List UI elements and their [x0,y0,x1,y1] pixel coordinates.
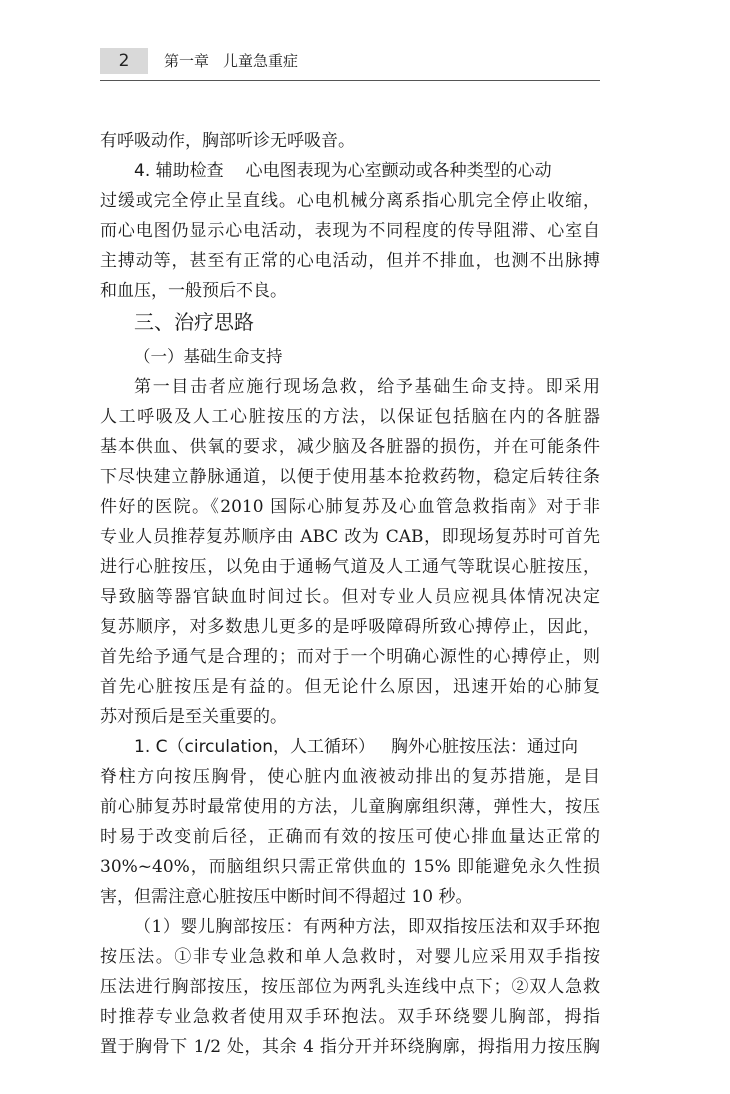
text-line: 30%~40%，而脑组织只需正常供血的 15% 即能避免永久性损 [100,857,600,877]
text-line: 时易于改变前后径，正确而有效的按压可使心排血量达正常的 [100,827,600,847]
chapter-label: 第一章 [164,52,210,70]
text-line: 人工呼吸及人工心脏按压的方法，以保证包括脑在内的各脏器 [100,407,600,427]
text-line: 第一目击者应施行现场急救，给予基础生命支持。即采用 [134,377,600,397]
text-line: 首先心脏按压是有益的。但无论什么原因，迅速开始的心肺复 [100,677,600,697]
text-line: 时推荐专业急救者使用双手环抱法。双手环绕婴儿胸部，拇指 [100,1007,600,1027]
text-line: 按压法。①非专业急救和单人急救时，对婴儿应采用双手指按 [100,947,600,967]
item-label: 4. 辅助检查 [134,161,224,181]
text-line: 首先给予通气是合理的；而对于一个明确心源性的心搏停止，则 [100,647,600,667]
text-line: 苏对预后是至关重要的。 [100,707,287,727]
text-line: 而心电图仍显示心电活动，表现为不同程度的传导阻滞、心室自 [100,221,600,241]
text-line: 进行心脏按压，以免由于通畅气道及人工通气等耽误心脏按压， [100,557,600,577]
text-line: 脊柱方向按压胸骨，使心脏内血液被动排出的复苏措施，是目 [100,767,600,787]
item-label: 1. C（circulation，人工循环） [134,737,376,757]
text-line: 置于胸骨下 1/2 处，其余 4 指分开并环绕胸廓，拇指用力按压胸 [100,1037,600,1057]
chapter-title: 儿童急重症 [223,52,299,70]
running-head [164,49,298,73]
item-text: 心电图表现为心室颤动或各种类型的心动 [245,161,552,181]
section-heading: 三、治疗思路 [134,310,254,334]
page-number: 2 [100,48,148,74]
page-header [100,48,600,84]
text-line: 和血压，一般预后不良。 [100,281,287,301]
text-line: 专业人员推荐复苏顺序由 ABC 改为 CAB，即现场复苏时可首先 [100,527,600,547]
text-line: 件好的医院。《2010 国际心肺复苏及心血管急救指南》对于非 [100,497,600,517]
text-line: 压法进行胸部按压，按压部位为两乳头连线中点下；②双人急救 [100,977,600,997]
text-line: 过缓或完全停止呈直线。心电机械分离系指心肌完全停止收缩， [100,191,600,211]
text-line: 基本供血、供氧的要求，减少脑及各脏器的损伤，并在可能条件 [100,437,600,457]
text-line [134,732,578,762]
header-rule [100,80,600,81]
item-text: 胸外心脏按压法：通过向 [391,737,579,757]
text-line: 前心肺复苏时最常使用的方法，儿童胸廓组织薄，弹性大，按压 [100,797,600,817]
subsection-heading: （一）基础生命支持 [134,347,283,366]
text-line: 主搏动等，甚至有正常的心电活动，但并不排血，也测不出脉搏 [100,251,600,271]
text-line: 有呼吸动作，胸部听诊无呼吸音。 [100,131,355,151]
text-line: 下尽快建立静脉通道，以便于使用基本抢救药物，稳定后转往条 [100,467,600,487]
text-line [134,156,552,186]
text-line: （1）婴儿胸部按压：有两种方法，即双指按压法和双手环抱 [134,917,600,937]
text-line: 复苏顺序，对多数患儿更多的是呼吸障碍所致心搏停止，因此， [100,617,600,637]
text-line: 导致脑等器官缺血时间过长。但对专业人员应视具体情况决定 [100,587,600,607]
text-line: 害，但需注意心脏按压中断时间不得超过 10 秒。 [100,887,473,907]
